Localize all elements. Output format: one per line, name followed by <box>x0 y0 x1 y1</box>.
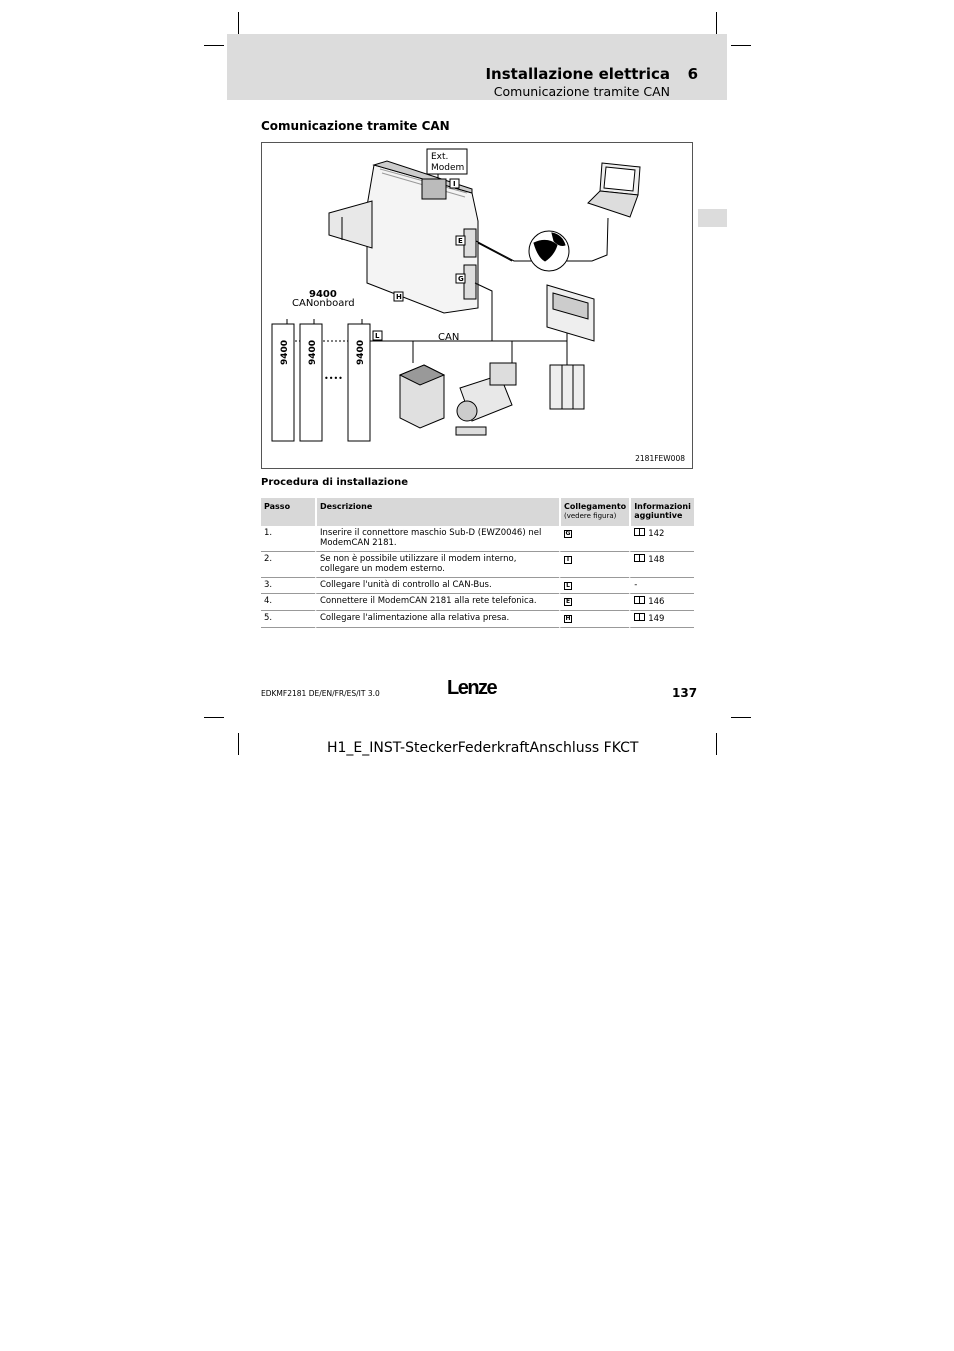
description-cell: Collegare l'alimentazione alla relativa presa. <box>315 611 559 628</box>
procedure-title: Procedura di installazione <box>261 477 408 488</box>
header-step: Passo <box>261 498 315 526</box>
step-cell: 1. <box>261 526 315 552</box>
connection-cell <box>559 552 629 578</box>
model-label: 9400 <box>309 289 337 300</box>
crop-mark <box>238 733 239 755</box>
step-cell: 3. <box>261 578 315 594</box>
info-page-ref: 149 <box>648 614 665 624</box>
crop-mark <box>716 733 717 755</box>
book-icon <box>634 613 645 621</box>
step-cell: 4. <box>261 594 315 611</box>
connection-marker: E <box>565 598 571 605</box>
document-id: EDKMF2181 DE/EN/FR/ES/IT 3.0 <box>261 689 380 698</box>
step-cell: 2. <box>261 552 315 578</box>
marker-h-text: H <box>396 293 402 301</box>
description-cell: Se non è possibile utilizzare il modem interno, collegare un modem esterno. <box>315 552 559 578</box>
description-cell: Collegare l'unità di controllo al CAN-Bus. <box>315 578 559 594</box>
can-label: CAN <box>438 332 460 343</box>
marker-l-text: L <box>375 332 380 340</box>
crop-mark <box>716 12 717 34</box>
crop-mark <box>731 717 751 718</box>
can-diagram <box>262 143 694 470</box>
table-row <box>261 552 694 578</box>
connection-marker: L <box>564 582 572 590</box>
connection-cell <box>559 578 629 594</box>
crop-mark <box>204 717 224 718</box>
io-module-icon <box>550 365 584 409</box>
chapter-side-tab <box>698 209 727 227</box>
header-info: Informazioni aggiuntive <box>629 498 694 526</box>
book-icon <box>634 596 645 604</box>
din-rail <box>329 201 372 248</box>
connection-cell <box>559 611 629 628</box>
ext-modem-label: Modem <box>431 163 465 173</box>
sub-d-connector <box>422 179 446 199</box>
connection-cell <box>559 594 629 611</box>
info-page-ref: 148 <box>648 555 665 565</box>
info-page-ref: - <box>634 580 638 590</box>
info-cell <box>629 594 694 611</box>
table-row <box>261 578 694 594</box>
controller-label: 9400 <box>280 339 290 365</box>
installation-steps-table <box>261 498 694 628</box>
can-diagram-figure <box>261 142 693 469</box>
ext-modem-label: Ext. <box>431 152 449 162</box>
table-row <box>261 526 694 552</box>
connection-marker: H <box>565 615 571 622</box>
table-row <box>261 594 694 611</box>
marker-e-text: E <box>458 237 463 245</box>
step-cell: 5. <box>261 611 315 628</box>
canonboard-label: CANonboard <box>292 298 355 309</box>
book-icon <box>634 528 645 536</box>
chapter-number: 6 <box>687 65 698 83</box>
chapter-title: Installazione elettrica <box>485 65 670 83</box>
header-description: Descrizione <box>315 498 559 526</box>
info-cell <box>629 552 694 578</box>
figure-code: 2181FEW008 <box>635 454 685 463</box>
info-page-ref: 142 <box>648 529 665 539</box>
crop-mark <box>204 45 224 46</box>
table-header-row <box>261 498 694 526</box>
connection-cell <box>559 526 629 552</box>
table-row <box>261 611 694 628</box>
info-cell <box>629 526 694 552</box>
lenze-logo: Lenze <box>447 677 497 699</box>
connection-marker: G <box>565 530 571 537</box>
header-connection: Collegamento (vedere figura) <box>559 498 629 526</box>
info-page-ref: 146 <box>648 597 665 607</box>
controller-label: 9400 <box>356 339 366 365</box>
controller-label: 9400 <box>308 339 318 365</box>
crop-mark <box>731 45 751 46</box>
chapter-subtitle: Comunicazione tramite CAN <box>493 84 670 99</box>
info-cell <box>629 611 694 628</box>
print-slug: H1_E_INST-SteckerFederkraftAnschluss FKCT <box>327 740 639 756</box>
description-cell: Connettere il ModemCAN 2181 alla rete telefonica. <box>315 594 559 611</box>
info-cell <box>629 578 694 594</box>
header-band <box>227 34 727 100</box>
crop-mark <box>238 12 239 34</box>
ellipsis-dots: •••• <box>324 374 343 383</box>
section-title: Comunicazione tramite CAN <box>261 119 450 133</box>
connection-marker: I <box>564 556 572 564</box>
marker-g-text: G <box>458 275 464 283</box>
page-number: 137 <box>672 686 698 700</box>
marker-i-text: I <box>453 180 456 188</box>
book-icon <box>634 554 645 562</box>
description-cell: Inserire il connettore maschio Sub-D (EWZ0046) nel ModemCAN 2181. <box>315 526 559 552</box>
